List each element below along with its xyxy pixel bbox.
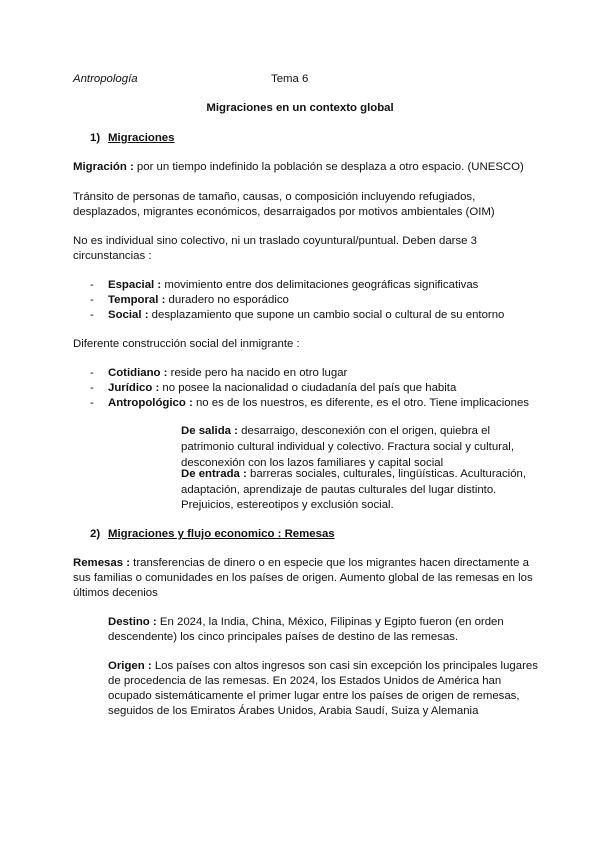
list-item-temporal: Temporal : duradero no esporádico bbox=[108, 294, 289, 306]
destino-line2: descendente) los cinco principales países de destino de las remesas. bbox=[108, 631, 459, 643]
implication-entry-line3: Prejuicios, estereotipos y exclusión social. bbox=[181, 499, 394, 511]
section1-heading: Migraciones bbox=[108, 132, 175, 144]
origen-line4: seguidos de los Emiratos Árabes Unidos, Arabia Saudí, Suiza y Alemania bbox=[108, 705, 479, 717]
implication-exit-line3: desconexión con los lazos familiares y capital social bbox=[181, 457, 444, 469]
list-item-juridico: Jurídico : no posee la nacionalidad o ciudadanía del país que habita bbox=[108, 382, 457, 394]
section2-heading: Migraciones y flujo economico : Remesas bbox=[108, 528, 335, 540]
implication-exit-line1: De salida : desarraigo, desconexión con el origen, quiebra el bbox=[181, 425, 491, 437]
definition-term: Migración : bbox=[73, 161, 134, 173]
paragraph-oim-line1: Tránsito de personas de tamaño, causas, o composición incluyendo refugiados, bbox=[73, 191, 476, 203]
section1-number: 1) bbox=[90, 132, 101, 144]
destino-line1: Destino : En 2024, la India, China, México, Filipinas y Egipto fueron (en orden bbox=[108, 616, 504, 628]
remesas-line2: sus familias o comunidades en los países de origen. Aumento global de las remesas en los bbox=[73, 572, 533, 584]
list-bullet: - bbox=[90, 367, 94, 379]
list-item-antropologico: Antropológico : no es de los nuestros, es diferente, es el otro. Tiene implicaciones bbox=[108, 397, 529, 409]
migration-definition bbox=[73, 160, 524, 175]
list-item-espacial: Espacial : movimiento entre dos delimitaciones geográficas significativas bbox=[108, 279, 479, 291]
implication-entry-line2: adaptación, aprendizaje de pautas culturales del lugar distinto. bbox=[181, 484, 497, 496]
implication-exit-line2: patrimonio cultural individual y colectivo. Fractura social y cultural, bbox=[181, 441, 514, 453]
paragraph-collective-line1: No es individual sino colectivo, ni un traslado coyuntural/puntual. Deben darse 3 bbox=[73, 235, 477, 247]
remesas-line1: Remesas : transferencias de dinero o en especie que los migrantes hacen directamente a bbox=[73, 557, 529, 569]
list-item-social: Social : desplazamiento que supone un cambio social o cultural de su entorno bbox=[108, 309, 505, 321]
paragraph-oim-line2: desplazados, migrantes económicos, desarraigados por motivos ambientales (OIM) bbox=[73, 206, 495, 218]
origen-line3: ocupado sistemáticamente el primer lugar entre los países de origen de remesas, bbox=[108, 690, 520, 702]
list-bullet: - bbox=[90, 309, 94, 321]
section2-number: 2) bbox=[90, 528, 101, 540]
list-bullet: - bbox=[90, 382, 94, 394]
definition-text: por un tiempo indefinido la población se desplaza a otro espacio. (UNESCO) bbox=[133, 161, 524, 173]
list-item-cotidiano: Cotidiano : reside pero ha nacido en otro lugar bbox=[108, 367, 348, 379]
paragraph-construction: Diferente construcción social del inmigrante : bbox=[73, 338, 300, 350]
header-subject: Antropología bbox=[73, 73, 138, 85]
list-bullet: - bbox=[90, 279, 94, 291]
remesas-line3: últimos decenios bbox=[73, 587, 158, 599]
paragraph-collective-line2: circunstancias : bbox=[73, 250, 152, 262]
list-bullet: - bbox=[90, 397, 94, 409]
list-bullet: - bbox=[90, 294, 94, 306]
origen-line1: Origen : Los países con altos ingresos son casi sin excepción los principales lugares bbox=[108, 660, 538, 672]
origen-line2: de procedencia de las remesas. En 2024, los Estados Unidos de América han bbox=[108, 675, 502, 687]
header-topic: Tema 6 bbox=[271, 73, 309, 85]
page-title: Migraciones en un contexto global bbox=[206, 102, 394, 114]
implication-entry-line1: De entrada : barreras sociales, culturales, lingüísticas. Aculturación, bbox=[181, 468, 527, 480]
